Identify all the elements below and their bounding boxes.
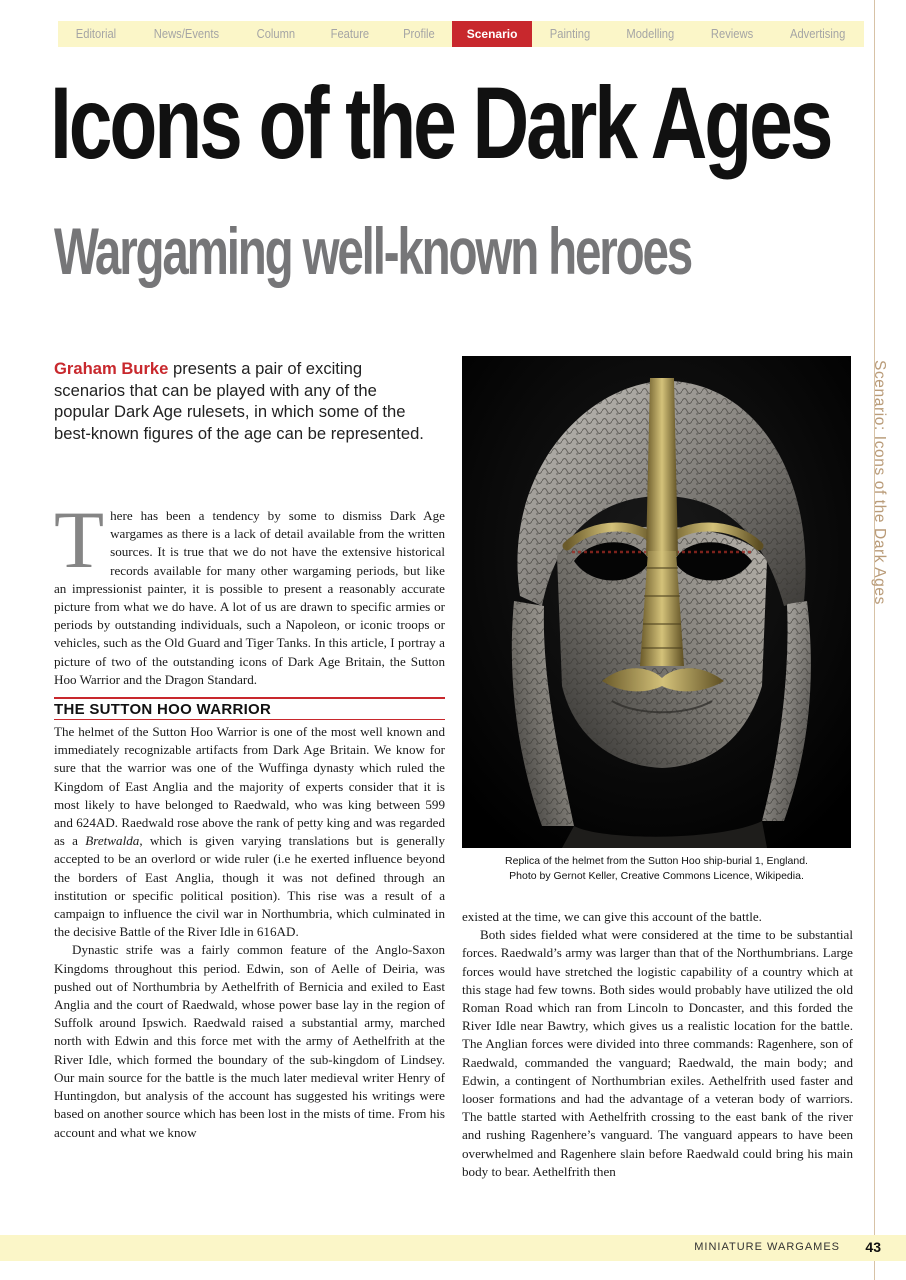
helmet-illustration: [462, 356, 851, 848]
body-paragraph-1: [54, 723, 445, 941]
right-column: [462, 908, 853, 1181]
side-label-text: Scenario: Icons of the Dark Ages: [871, 360, 888, 605]
article-title: Icons of the Dark Ages: [50, 66, 831, 180]
nav-item-column[interactable]: Column: [256, 26, 295, 41]
publication-name: MINIATURE WARGAMES: [694, 1241, 840, 1253]
nav-item-painting[interactable]: Painting: [549, 26, 591, 41]
right-paragraph-2: Both sides fielded what were considered at the time to be substantial forces. Raedwald’s army was larger than that of the Northumbrians. Large forces would have stretched the logistic capability of a country which at this stage had few towns. Both sides would probably have utilized the old Roman Road which ran from Lincoln to Doncaster, and this forded the River Idle near Bawtry, which gives us a realistic location for the battle. The Anglian forces were divided into three commands: Ragenhere, son of Raedwald, commanded the vanguard; Raedwald, the main body; and Edwin, a contingent of Northumbrian exiles. Aethelfrith used faster and looser formations and had the advantage of a veteran body of warriors. The battle started with Aethelfrith crossing to the east bank of the river and rushing Ragenhere’s vanguard. The vanguard appears to have been overwhelmed and Ragenhere slain before Raedwald could bring his main body to bear. Aethelfrith then: [462, 927, 853, 1179]
nav-item-scenario[interactable]: Scenario: [452, 21, 532, 47]
photo-caption: [462, 854, 851, 883]
nav-item-feature[interactable]: Feature: [330, 26, 369, 41]
standfirst-text: presents a pair of exciting scenarios that can be played with any of the popular Dark Age rulesets, in which some of the best-known figures of the age can be represented.: [54, 359, 424, 443]
nav-item-reviews[interactable]: Reviews: [710, 26, 753, 41]
nav-item-profile[interactable]: Profile: [403, 26, 436, 41]
nav-item-news-events[interactable]: News/Events: [153, 26, 220, 41]
article-subtitle: Wargaming well-known heroes: [54, 214, 691, 288]
margin-rule: [874, 0, 875, 1280]
section-nav: [58, 21, 864, 47]
page-number: 43: [865, 1239, 881, 1255]
caption-line-2: Photo by Gernot Keller, Creative Commons Licence, Wikipedia.: [509, 869, 804, 882]
standfirst: [54, 358, 434, 444]
italic-term: Bretwalda: [85, 833, 140, 849]
drop-cap: T: [54, 494, 105, 585]
nav-item-modelling[interactable]: Modelling: [626, 26, 675, 41]
helmet-photo: [462, 356, 851, 848]
caption-line-1: Replica of the helmet from the Sutton Hoo ship-burial 1, England.: [505, 855, 808, 867]
intro-text: here has been a tendency by some to dismiss Dark Age wargames as there is a lack of detail available from the written sources. It is true that we do not have the extensive historical records available for many other wargaming periods, but like an impressionist painter, it is possible to present a reasonably accurate picture from what we do have. A lot of us are drawn to specific armies or periods by outstanding individuals, such a Napoleon, or iconic troops or vehicles, such as the Old Guard and Tiger Tanks. In this article, I portray a picture of two of the outstanding icons of Dark Age Britain, the Sutton Hoo Warrior and the Dragon Standard.: [54, 508, 445, 687]
left-column: [54, 494, 445, 1142]
body-text-run: , which is given varying translations but is generally accepted to be an overlord or wide ruler (i.e he exerted influence beyond the borders of East Anglia, though it was not defined through an institution or specific political position). This rise was a result of a campaign to influence the civil war in Northumbria, which culminated in the decisive Battle of the River Idle in 616AD.: [54, 833, 445, 940]
body-text-run: The helmet of the Sutton Hoo Warrior is one of the most well known and immediately recognizable artifacts from Dark Age Britain. We know for sure that the warrior was one of the Wuffinga dynasty which ruled the Kingdom of East Anglia and the majority of experts consider that it is most likely to have belonged to Raedwald, who was king between 599 and 624AD. Raedwald rose above the rank of petty king and was regarded as a: [54, 724, 445, 849]
page-footer: [0, 1235, 906, 1261]
author-name: Graham Burke: [54, 359, 169, 378]
nav-item-advertising[interactable]: Advertising: [789, 26, 845, 41]
body-paragraph-2: Dynastic strife was a fairly common feature of the Anglo-Saxon Kingdoms throughout this period. Edwin, son of Aelle of Deiria, was pushed out of Northumbria by Aethelfrith of Bernicia and exiled to East Anglia and the court of Raedwald, whose power base lay in the region of Suffolk around Ipswich. Raedwald raised a substantial army, marched north with Edwin and this force met with the army of Aethelfrith at the River Idle, which formed the boundary of the sub-kingdom of Lindsey. Our main source for the battle is the much later medieval writer Henry of Huntingdon, but analysis of the account has suggested his writings were based on another source which has been lost in the mists of time. From his account and what we know: [54, 942, 445, 1140]
nav-item-editorial[interactable]: Editorial: [75, 26, 117, 41]
intro-paragraph: [54, 494, 445, 689]
side-section-label: [871, 360, 896, 605]
right-paragraph-1: existed at the time, we can give this account of the battle.: [462, 909, 762, 924]
section-heading: THE SUTTON HOO WARRIOR: [54, 697, 445, 720]
